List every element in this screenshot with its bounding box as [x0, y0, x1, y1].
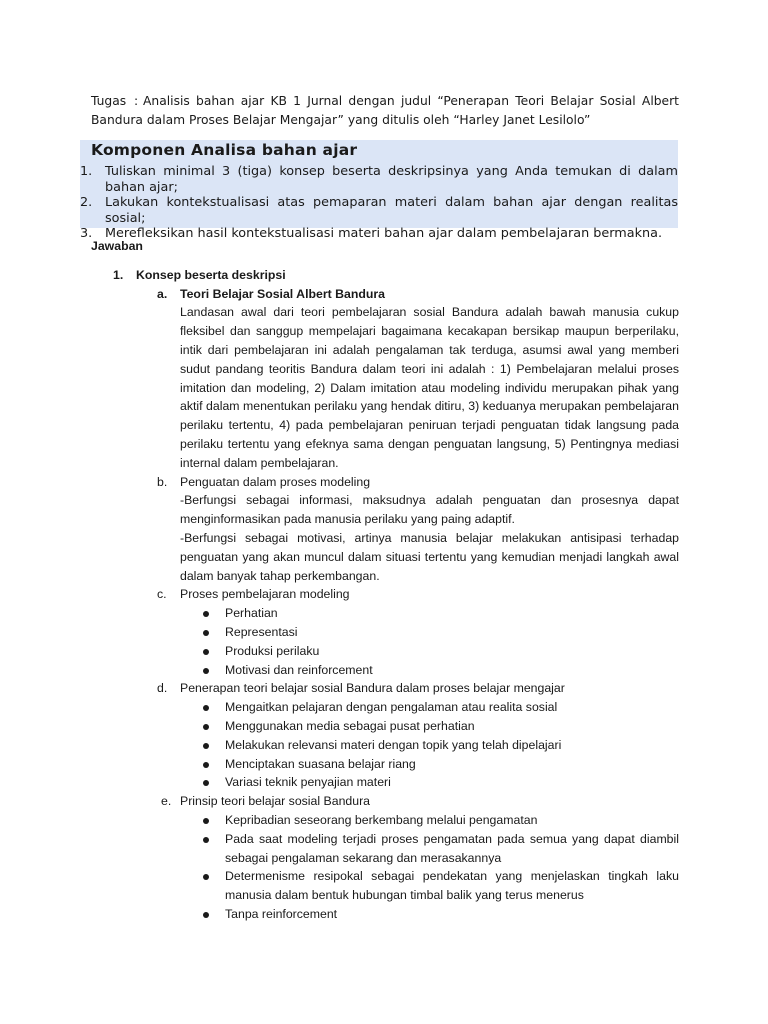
item-b-para-2: -Berfungsi sebagai motivasi, artinya manusia belajar melakukan antisipasi terhadap penguatan yang akan muncul dalam situasi tertentu yang kemudian menjadi langkah awal dalam banyak tahap perkembangan.	[180, 530, 679, 583]
box-list-item: 2. Lakukan kontekstualisasi atas pemaparan materi dalam bahan ajar dengan realitas sosial;	[80, 195, 678, 226]
item-c-bullets	[91, 604, 679, 679]
task-text: Analisis bahan ajar KB 1 Jurnal dengan judul “Penerapan Teori Belajar Sosial Albert Bandura dalam Proses Belajar Mengajar” yang ditulis oleh “Harley Janet Lesilolo”	[91, 94, 679, 127]
task-paragraph	[91, 92, 679, 130]
item-e-bullets	[91, 811, 679, 924]
item-d: d. Penerapan teori belajar sosial Bandura dalam proses belajar mengajar	[91, 679, 679, 698]
list-item: Menggunakan media sebagai pusat perhatian	[91, 717, 679, 736]
list-item: Melakukan relevansi materi dengan topik yang telah dipelajari	[91, 736, 679, 755]
item-e: e. Prinsip teori belajar sosial Bandura	[91, 792, 679, 811]
list-item: Representasi	[91, 623, 679, 642]
task-label: Tugas :	[91, 94, 139, 108]
item-c: c. Proses pembelajaran modeling	[91, 585, 679, 604]
box-title: Komponen Analisa bahan ajar	[91, 141, 358, 159]
list-item: Menciptakan suasana belajar riang	[91, 755, 679, 774]
answer-heading: Jawaban	[91, 239, 143, 253]
item-b-title: Penguatan dalam proses modeling	[180, 474, 371, 489]
item-a: a. Teori Belajar Sosial Albert Bandura Landasan awal dari teori pembelajaran sosial Bandura adalah bawah manusia cukup fleksibel dan sanggup mempelajari bagaimana kecakapan bersikap maupun berperilaku, intik dari pembelajaran ini adalah pengalaman tak terduga, asumsi awal yang memberi sudut pandang teoritis Bandura dalam teori ini adalah : 1) Pembelajaran melalui proses imitation dan modeling, 2) Dalam imitation atau modeling individu merupakan pihak yang aktif dalam menentukan perilaku yang hendak ditiru, 3) keduanya merupakan pembelajaran perilaku tertentu, 4) pada pembelajaran peniruan terjadi penguatan tidak langsung pada perilaku tertentu yang efeknya sama dengan penguatan langsung, 5) Pentingnya mediasi internal dalam pembelajaran.	[91, 285, 679, 473]
item-b: b. Penguatan dalam proses modeling -Berfungsi sebagai informasi, maksudnya adalah penguatan dan prosesnya dapat menginformasikan pada manusia perilaku yang paing adaptif. -Berfungsi sebagai motivasi, artinya manusia belajar melakukan antisipasi terhadap penguatan yang akan muncul dalam situasi tertentu yang kemudian menjadi langkah awal dalam banyak tahap perkembangan.	[91, 473, 679, 586]
answer-section	[91, 237, 679, 924]
list-item: Tanpa reinforcement	[91, 905, 679, 924]
item-d-title: Penerapan teori belajar sosial Bandura dalam proses belajar mengajar	[180, 681, 565, 696]
item-d-bullets	[91, 698, 679, 792]
section-1-heading: 1. Konsep beserta deskripsi	[113, 267, 286, 282]
list-item: Determenisme resipokal sebagai pendekatan yang menjelaskan tingkah laku manusia dalam bentuk hubungan timbal balik yang terus menerus	[91, 867, 679, 905]
item-c-title: Proses pembelajaran modeling	[180, 587, 350, 602]
list-item: Produksi perilaku	[91, 642, 679, 661]
item-a-title: Teori Belajar Sosial Albert Bandura	[180, 286, 386, 301]
list-item: Mengaitkan pelajaran dengan pengalaman atau realita sosial	[91, 698, 679, 717]
item-b-para-1: -Berfungsi sebagai informasi, maksudnya adalah penguatan dan prosesnya dapat menginformasikan pada manusia perilaku yang paing adaptif.	[180, 493, 679, 527]
list-item: Pada saat modeling terjadi proses pengamatan pada semua yang dapat diambil sebagai pengalaman sekarang dan merasakannya	[91, 830, 679, 868]
list-item: Perhatian	[91, 604, 679, 623]
list-item: Variasi teknik penyajian materi	[91, 773, 679, 792]
box-list-item: 3. Merefleksikan hasil kontekstualisasi materi bahan ajar dalam pembelajaran bermakna.	[80, 226, 663, 241]
list-item: Kepribadian seseorang berkembang melalui pengamatan	[91, 811, 679, 830]
item-a-text: Landasan awal dari teori pembelajaran sosial Bandura adalah bawah manusia cukup fleksibel dan sanggup mempelajari bagaimana kecakapan bersikap maupun berperilaku, intik dari pembelajaran ini adalah pengalaman tak terduga, asumsi awal yang memberi sudut pandang teoritis Bandura dalam teori ini adalah : 1) Pembelajaran melalui proses imitation dan modeling, 2) Dalam imitation atau modeling individu merupakan pihak yang aktif dalam menentukan perilaku yang hendak ditiru, 3) keduanya merupakan pembelajaran perilaku tertentu, 4) pada pembelajaran peniruan terjadi penguatan tidak langsung pada perilaku tertentu yang efeknya sama dengan penguatan langsung, 5) Pentingnya mediasi internal dalam pembelajaran.	[180, 305, 679, 470]
item-e-title: Prinsip teori belajar sosial Bandura	[180, 794, 371, 809]
box-list	[80, 164, 678, 242]
list-item: Motivasi dan reinforcement	[91, 661, 679, 680]
box-list-item: 1. Tuliskan minimal 3 (tiga) konsep beserta deskripsinya yang Anda temukan di dalam bahan ajar;	[80, 164, 678, 195]
